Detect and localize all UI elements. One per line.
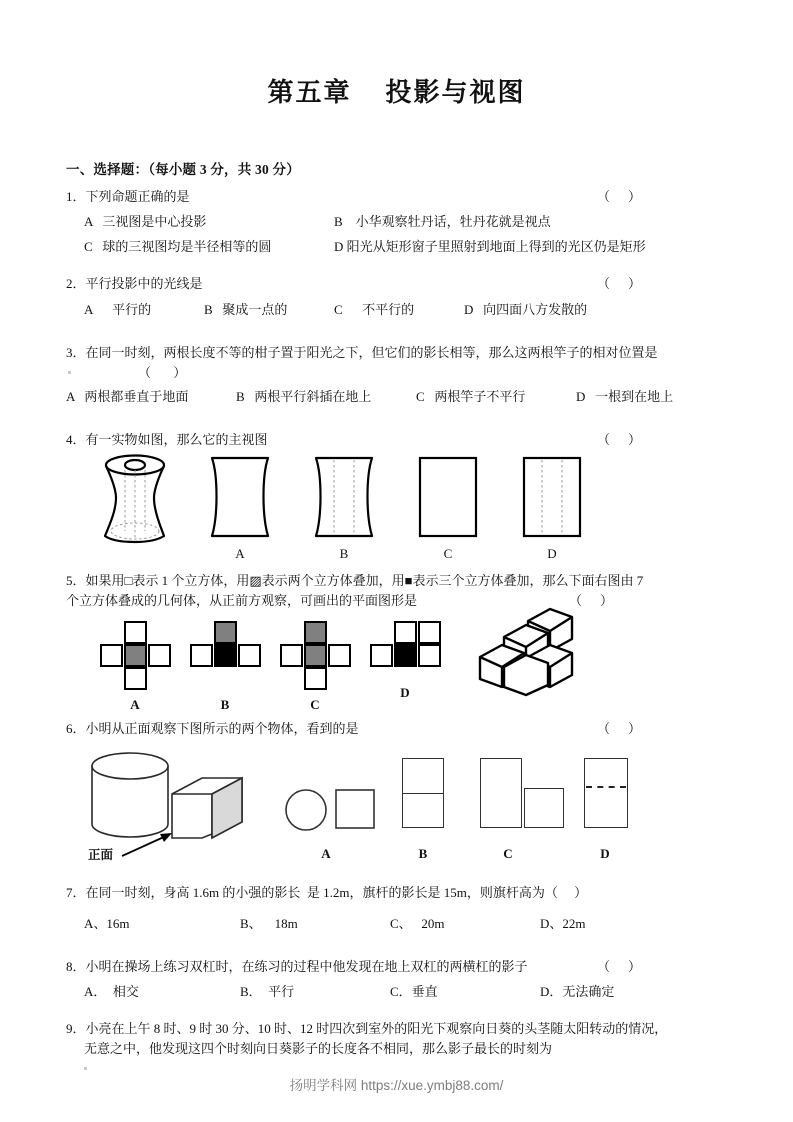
- option-3-c[interactable]: C 两根竿子不平行: [416, 388, 526, 404]
- question-5: [66, 571, 734, 712]
- question-1-options-row-1: [66, 212, 734, 232]
- question-6-stem: 6．小明从正面观察下图所示的两个物体，看到的是: [66, 721, 359, 737]
- question-5-stem-line-2: [66, 591, 734, 611]
- question-6-answer-paren: （ ）: [596, 721, 642, 737]
- footer-watermark: 扬明学科网 https://xue.ymbj88.com/: [289, 1078, 504, 1093]
- question-3: [66, 343, 734, 407]
- label-option-6a: A: [321, 845, 331, 861]
- option-1-d[interactable]: D 阳光从矩形窗子里照射到地面上得到的光区仍是矩形: [334, 239, 646, 255]
- label-front-view: 正面: [88, 847, 114, 862]
- option-2-a[interactable]: A 平行的: [84, 301, 152, 317]
- label-option-6b: B: [418, 845, 428, 861]
- label-option-6d: D: [600, 845, 610, 861]
- question-9-stem-line-1: [66, 1019, 734, 1039]
- question-3-stem: 3．在同一时刻，两根长度不等的柑子置于阳光之下，但它们的影长相等，那么这两根竿子的相对位置是: [66, 344, 658, 360]
- question-9: [66, 1019, 734, 1075]
- question-9-stem-continued: 无意之中，他发现这四个时刻向日葵影子的长度各不相同，那么影子最长的时刻为: [84, 1041, 553, 1057]
- label-option-4c: C: [443, 546, 453, 562]
- question-1: [66, 187, 734, 257]
- figure-cube-stack: [466, 605, 596, 697]
- option-8-c[interactable]: C．垂直: [390, 983, 438, 999]
- question-2-options: [66, 300, 734, 320]
- question-8-answer-paren: （ ）: [596, 958, 642, 974]
- option-7-b[interactable]: B、 18m: [240, 915, 298, 931]
- question-2-answer-paren: （ ）: [596, 276, 642, 292]
- question-4-stem-row: [66, 430, 734, 450]
- question-6: [66, 719, 734, 865]
- figure-option-4a[interactable]: [206, 454, 274, 542]
- question-2: [66, 274, 734, 319]
- question-2-stem: 2．平行投影中的光线是: [66, 276, 203, 292]
- figure-option-5d[interactable]: [370, 621, 441, 667]
- figure-drum-solid: [92, 452, 178, 544]
- question-8: [66, 957, 734, 1002]
- question-8-options: [66, 982, 734, 1002]
- option-8-b[interactable]: B． 平行: [240, 983, 295, 999]
- label-option-5c: C: [310, 697, 320, 713]
- question-9-stem: 9．小亮在上午 8 时、9 时 30 分、10 时、12 时四次到室外的阳光下观察向日葵的头茎随太阳转动的情况，: [66, 1021, 668, 1037]
- section-heading: 一、选择题：（每小题 3 分，共 30 分）: [66, 162, 300, 177]
- question-5-answer-paren: （ ）: [568, 593, 614, 609]
- question-4: [66, 430, 734, 564]
- question-4-answer-paren: （ ）: [596, 431, 642, 447]
- ink-artifact: [84, 1067, 87, 1070]
- question-5-stem-continued: 个立方体叠成的几何体，从正前方观察，可画出的平面图形是: [66, 593, 418, 609]
- option-7-c[interactable]: C、 20m: [390, 915, 445, 931]
- label-option-4d: D: [547, 546, 557, 562]
- question-4-figures: [66, 452, 734, 564]
- question-3-paren-row: [66, 363, 734, 382]
- option-2-c[interactable]: C 不平行的: [334, 301, 415, 317]
- question-8-stem-row: [66, 957, 734, 977]
- figure-option-4c[interactable]: [414, 454, 482, 542]
- question-2-stem-row: [66, 274, 734, 294]
- option-7-a[interactable]: A、16m: [84, 915, 130, 931]
- question-3-options: [66, 387, 734, 407]
- label-option-4a: A: [235, 546, 245, 562]
- option-1-b[interactable]: B 小华观察牡丹话，牡丹花就是视点: [334, 214, 551, 230]
- option-3-b[interactable]: B 两根平行斜插在地上: [236, 388, 372, 404]
- question-9-stem-line-2: [66, 1039, 734, 1059]
- figure-option-5c[interactable]: [280, 621, 351, 690]
- option-1-c[interactable]: C 球的三视图均是半径相等的圆: [84, 239, 272, 255]
- option-1-a[interactable]: A 三视图是中心投影: [84, 214, 207, 230]
- question-7-stem-row: [66, 883, 734, 903]
- label-option-6c: C: [503, 845, 513, 861]
- figure-option-4b[interactable]: [310, 454, 378, 542]
- label-option-5b: B: [220, 697, 230, 713]
- figure-cylinder-cube: [80, 748, 276, 860]
- question-5-stem: 5．如果用□表示 1 个立方体，用▨表示两个立方体叠加，用■表示三个立方体叠加，那么下面右图由 7: [66, 573, 644, 589]
- question-7: [66, 883, 734, 934]
- question-6-figures: [66, 748, 734, 866]
- figure-option-6a[interactable]: [284, 782, 376, 836]
- question-7-stem: 7．在同一时刻，身高 1.6m 的小强的影长 是 1.2m，旗杆的影长是 15m，则旗杆高为（ ）: [66, 884, 588, 900]
- option-2-b[interactable]: B 聚成一点的: [204, 301, 288, 317]
- option-3-a[interactable]: A 两根都垂直于地面: [66, 388, 189, 404]
- question-1-options-row-2: [66, 237, 734, 257]
- option-3-d[interactable]: D 一根到在地上: [576, 388, 674, 404]
- question-4-stem: 4．有一实物如图，那么它的主视图: [66, 431, 268, 447]
- ink-artifact: [68, 371, 71, 374]
- question-1-stem-row: [66, 187, 734, 207]
- figure-option-5a[interactable]: [100, 621, 171, 690]
- option-2-d[interactable]: D 向四面八方发散的: [464, 301, 588, 317]
- question-5-figures: [66, 617, 734, 712]
- figure-option-4d[interactable]: [518, 454, 586, 542]
- question-3-answer-paren: （ ）: [138, 364, 188, 380]
- label-option-5d: D: [400, 685, 410, 701]
- label-option-5a: A: [130, 697, 140, 713]
- question-7-options: [66, 914, 734, 934]
- label-option-4b: B: [339, 546, 349, 562]
- option-8-a[interactable]: A． 相交: [84, 983, 139, 999]
- document-body: [66, 158, 734, 1082]
- option-7-d[interactable]: D、22m: [540, 915, 586, 931]
- question-6-stem-row: [66, 719, 734, 739]
- option-8-d[interactable]: D．无法确定: [540, 983, 615, 999]
- question-8-stem: 8．小明在操场上练习双杠时，在练习的过程中他发现在地上双杠的两横杠的影子: [66, 958, 528, 974]
- question-5-stem-line-1: [66, 571, 734, 591]
- question-1-stem: 1．下列命题正确的是: [66, 189, 190, 204]
- page-title: 第五章 投影与视图: [267, 78, 526, 107]
- question-3-stem-row: [66, 343, 734, 363]
- figure-option-5b[interactable]: [190, 621, 261, 667]
- question-1-answer-paren: （ ）: [596, 189, 642, 204]
